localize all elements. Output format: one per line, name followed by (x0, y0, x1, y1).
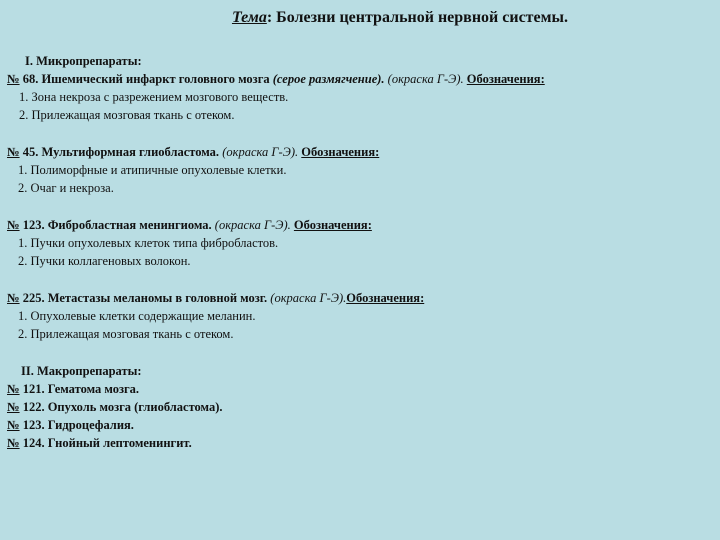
specimen-number: 45. (19, 145, 39, 159)
number-sign: № (7, 291, 20, 305)
number-sign: № (7, 382, 20, 396)
number-sign: № (7, 436, 20, 450)
specimen-header (7, 70, 715, 88)
legend-item: 1. Полиморфные и атипичные опухолевые клетки. (18, 163, 287, 177)
title-text: : Болезни центральной нервной системы. (266, 9, 569, 26)
stain-note: (окраска Г-Э). (384, 72, 464, 86)
legend-item: 1. Зона некроза с разрежением мозгового веществ. (19, 90, 289, 104)
legend-label: Обозначения: (466, 72, 545, 86)
specimen-header (7, 289, 715, 307)
specimen-header (7, 216, 715, 234)
legend-item: 2. Пучки коллагеновых волокон. (18, 254, 191, 268)
macro-item-text: 123. Гидроцефалия. (19, 418, 134, 432)
number-sign: № (7, 400, 20, 414)
specimen-number: 123. (19, 218, 45, 232)
section-heading-macro: II. Макропрепараты: (21, 364, 142, 378)
legend-item: 2. Очаг и некроза. (18, 181, 114, 195)
page-title (0, 9, 720, 27)
legend-label: Обозначения: (293, 218, 372, 232)
number-sign: № (7, 218, 20, 232)
specimen-name: Метастазы меланомы в головной мозг. (44, 291, 268, 305)
specimen-name: Мультиформная глиобластома. (38, 145, 220, 159)
macro-item-text: 124. Гнойный лептоменингит. (19, 436, 192, 450)
legend-label: Обозначения: (301, 145, 380, 159)
specimen-number: 68. (19, 72, 39, 86)
macro-item-text: 122. Опухоль мозга (глиобластома). (19, 400, 223, 414)
specimen-number: 225. (19, 291, 45, 305)
legend-item: 1. Пучки опухолевых клеток типа фибробластов. (18, 236, 279, 250)
number-sign: № (7, 145, 20, 159)
legend-item: 2. Прилежащая мозговая ткань с отеком. (19, 108, 235, 122)
legend-item: 2. Прилежащая мозговая ткань с отеком. (18, 327, 234, 341)
macro-item (7, 380, 715, 398)
legend-label: Обозначения: (346, 291, 425, 305)
macro-item (7, 416, 715, 434)
macro-item (7, 398, 715, 416)
number-sign: № (7, 418, 20, 432)
legend-item: 1. Опухолевые клетки содержащие меланин. (18, 309, 256, 323)
stain-note: (окраска Г-Э). (267, 291, 347, 305)
stain-note: (окраска Г-Э). (211, 218, 291, 232)
specimen-name: Фибробластная менингиома. (44, 218, 212, 232)
specimen-name: Ишемический инфаркт головного мозга (38, 72, 270, 86)
macro-item (7, 434, 715, 452)
section-heading-micro: I. Микропрепараты: (25, 54, 142, 68)
content (7, 52, 715, 452)
macro-item-text: 121. Гематома мозга. (19, 382, 140, 396)
specimen-note: (серое размягчение). (269, 72, 385, 86)
specimen-header (7, 143, 715, 161)
stain-note: (окраска Г-Э). (219, 145, 299, 159)
number-sign: № (7, 72, 20, 86)
title-label: Тема (231, 9, 267, 26)
